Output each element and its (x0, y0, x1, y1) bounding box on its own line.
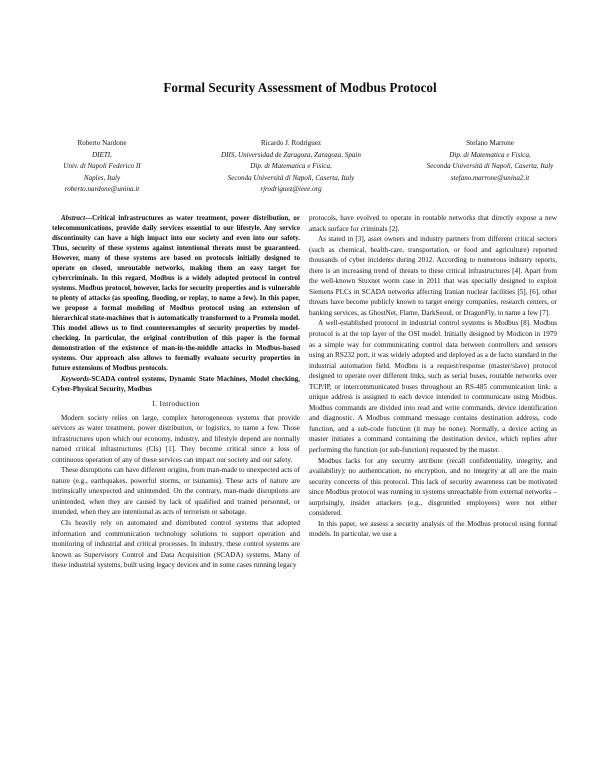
abstract (52, 213, 300, 373)
author-block-rodriguez (168, 138, 414, 196)
right-column (309, 213, 557, 540)
body-paragraph: These disruptions can have different origins, from man-made to unexpected acts of nature (e.g., earthquakes, powerful storms, or tsunamis). These acts of nature are intrinsically unexpected and unintended. On the contrary, man-made disruptions are unintended, when they are caused by lack of qualified and trained personnel, or intended, when they are intentional as acts of terrorism or sabotage. (52, 466, 300, 517)
body-paragraph: protocols, have evolved to operate in routable networks that directly expose a new attack surface for criminals [2]. (309, 214, 557, 233)
abstract-text: —Critical infrastructures as water treatment, power distribution, or telecommunications, provide daily services essential to our lifestyle. Any service discontinuity can have a high impact into our society and even into our safety. Thus, security of these systems against intentional threats must be guaranteed. However, many of these systems are based on protocols initially designed to operate on closed, unroutable networks, making them an easy target for cybercriminals. In this regard, Modbus is a widely adopted protocol in control systems. Modbus protocol, however, lacks for security properties and is vulnerable to plenty of attacks (as spoofing, flooding, or replay, to name a few). In this paper, we propose a formal modeling of Modbus protocol using an extension of hierarchical state-machines that is automatically transformed to a Promela model. This model allows us to find counterexamples of security properties by model-checking. In particular, the original contribution of this paper is the formal demonstration of the existence of man-in-the-middle attacks in Modbus-based systems. Our approach also allows to formally evaluate security properties in future extensions of Modbus protocols. (52, 214, 300, 372)
author-email: roberto.nardone@unina.it (64, 185, 140, 193)
author-affiliation-line: Dip. di Matematica e Fisica, (449, 150, 531, 159)
author-email: stefano.marrone@unina2.it (450, 173, 530, 182)
body-paragraph: Modern society relies on large, complex heterogeneous systems that provide services as water treatment, power distribution, or logistics, to name a few. Those infrastructures upon which our economy, industry, and lifestyle depend are normally named critical infrastructures (CIs) [1]. They become critical since a loss of continuous operation of any of these services can impact our society and our safety. (52, 413, 300, 464)
author-email: rjrodriguez@ieee.org (260, 185, 322, 193)
author-affiliation-line: Seconda Università di Napoli, Caserta, Italy (227, 173, 355, 182)
section-heading-introduction: I. Introduction (152, 399, 200, 408)
body-paragraph: CIs heavily rely on automated and distributed control systems that adopted information and communication technology solutions to support operation and monitoring of industrial and critical processes. In industry, these control systems are known as Supervisory Control and Data Acquisition (SCADA) systems. Many of these industrial systems, built using legacy devices and in some cases running legacy (52, 519, 300, 570)
author-affiliation-line: DIIS, Universidad de Zaragoza, Zaragoza, Spain (221, 150, 361, 159)
author-affiliation-line: DIETI, (92, 150, 112, 159)
paper-title: Formal Security Assessment of Modbus Protocol (163, 80, 437, 95)
author-name: Stefano Marrone (466, 139, 514, 147)
keywords (52, 374, 300, 394)
author-name: Roberto Nardone (77, 139, 127, 147)
author-block-marrone (415, 138, 565, 184)
abstract-label: Abstract (61, 214, 86, 222)
keywords-text: -SCADA control systems, Dynamic State Machines, Model checking, Cyber-Physical Security, Modbus (52, 375, 300, 393)
author-affiliation-line: Univ. di Napoli Federico II (63, 162, 141, 170)
author-affiliation-line: Naples, Italy (83, 173, 121, 182)
body-paragraph: As stated in [3], asset owners and industry partners from different critical sectors (such as chemical, health-care, transportation, or food and agriculture) reported thousands of cyber incidents during 2012. According to numerous industry reports, there is an increasing trend of threats to these critical infrastructures [4]. Apart from the well-known Stuxnet worm case in 2011 that was specially designed to exploit Siemens PLCs in SCADA networks affecting Iranian nuclear facilities [5], [6], other threats have become publicly known to target energy companies, research centers, or banking services, as GhostNet, Flame, DarkSeoul, or DragonFly, to name a few [7]. (309, 235, 557, 317)
body-paragraph: In this paper, we assess a security analysis of the Modbus protocol using formal models. In particular, we use a (309, 519, 557, 539)
left-column (52, 213, 300, 571)
keywords-label: Keywords (61, 375, 89, 383)
body-paragraph: A well-established protocol in industrial control systems is Modbus [8]. Modbus protocol is at the top layer of the OSI model. Initially designed by Modicon in 1979 as a simple way for communicating control data between controllers and sensors using an RS232 port, it was widely adopted and deployed as a de facto standard in the industrial automation field. Modbus is a request/response (master/slave) protocol designed to operate over different links, such as serial buses, routable networks over TCP/IP, or intercommunicated buses throughout an RS-485 communication link: a unique address is assigned to each device intended to communicate using Modbus. Modbus commands are divided into read and write commands, device identification and diagnostic. A Modbus command message contains destination address, code function, and a sub-code function (it may be none). Normally, a device acting as master initiates a command containing the destination device, which replies after performing the function (or sub-function) requested by the master. (309, 319, 557, 455)
author-block-nardone (38, 138, 166, 196)
author-affiliation-line: Dip. di Matematica e Fisica, (250, 162, 332, 170)
author-affiliation-line: Seconda Università di Napoli, Caserta, Italy (426, 162, 554, 170)
author-name: Ricardo J. Rodríguez (260, 139, 322, 147)
body-paragraph: Modbus lacks for any security attribute (recall confidentiality, integrity, and availability): no authentication, no encryption, and no integrity at all are the main security concerns of this protocol. This lack of security awareness can be motivated since Modbus protocol was running in systems unreachable from external networks – surprisingly, insider attackers (e.g., disgruntled employees) were not either considered. (309, 456, 557, 518)
